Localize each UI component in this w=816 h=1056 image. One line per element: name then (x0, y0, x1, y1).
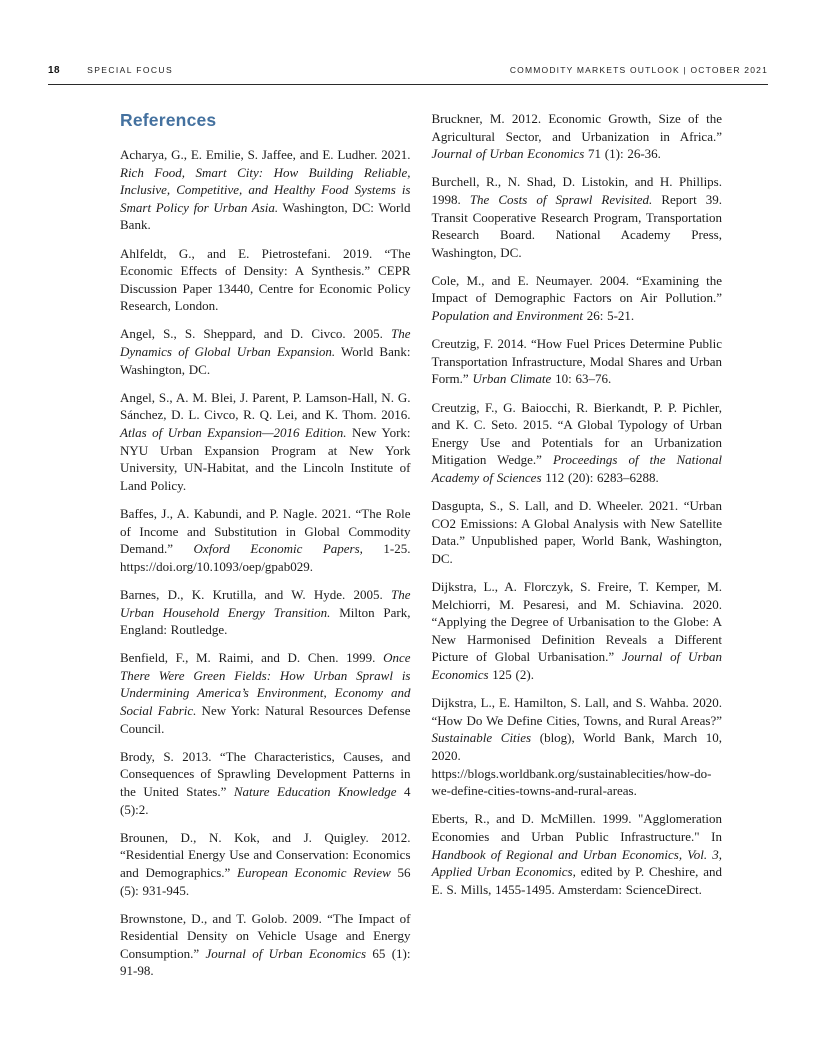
reference-text: New York: NYU Urban Expansion Program at New York University, UN-Habitat, and the Lincoln Institute of Land Policy. (120, 425, 411, 493)
page-header (48, 0, 768, 85)
reference-text: Brounen, D., N. Kok, and J. Quigley. 2012. “Residential Energy Use and Conservation: Economics and Demographics.” (120, 829, 411, 880)
reference-text: Acharya, G., E. Emilie, S. Jaffee, and E. Ludher. 2021. (120, 147, 411, 162)
reference-title-italic: Population and Environment (431, 308, 583, 324)
reference-text: Report 39. Transit Cooperative Research Program, Transportation Research Board. National Academy Press, Washington, DC. (431, 191, 723, 260)
reference-entry (120, 245, 411, 315)
reference-text: Brownstone, D., and T. Golob. 2009. “The Impact of Residential Density on Vehicle Usage and Energy Consumption.” (120, 910, 411, 961)
reference-title-italic: Atlas of Urban Expansion—2016 Edition. (120, 425, 347, 441)
reference-text: Barnes, D., K. Krutilla, and W. Hyde. 2005. (120, 586, 391, 602)
reference-text: Bruckner, M. 2012. Economic Growth, Size of the Agricultural Sector, and Urbanization in Africa.” (431, 111, 722, 144)
reference-entry (120, 649, 411, 737)
reference-title-italic: Journal of Urban Economics (431, 649, 722, 683)
reference-text: Angel, S., A. M. Blei, J. Parent, P. Lamson-Hall, N. G. Sánchez, D. L. Civco, R. Q. Lei, and K. Thom. 2016. (120, 389, 411, 423)
header-left (48, 65, 173, 76)
reference-entry (120, 389, 411, 495)
reference-text: 71 (1): 26-36. (584, 146, 661, 162)
reference-text: Baffes, J., A. Kabundi, and P. Nagle. 2021. “The Role of Income and Substitution in Global Commodity Demand.” (120, 505, 411, 557)
reference-text: Angel, S., S. Sheppard, and D. Civco. 2005. (120, 326, 391, 342)
reference-title-italic: Journal of Urban Economics (205, 945, 367, 961)
report-title: COMMODITY MARKETS OUTLOOK | OCTOBER 2021 (509, 65, 768, 75)
reference-text: Burchell, R., N. Shad, D. Listokin, and H. Phillips. 1998. (431, 174, 722, 207)
reference-title-italic: Once There Were Green Fields: How Urban Sprawl is Undermining America’s Environment, Economy and Social Fabric. (120, 650, 411, 719)
reference-title-italic: The Urban Household Energy Transition. (120, 586, 411, 620)
reference-text: (blog), World Bank, March 10, 2020. https://blogs.worldbank.org/sustainablecities/how-do-we-define-cities-towns-and-rural-areas. (431, 730, 723, 799)
reference-text: Eberts, R., and D. McMillen. 1999. "Agglomeration Economies and Urban Public Infrastructure." In (431, 811, 722, 844)
reference-text: 65 (1): 91-98. (120, 945, 411, 979)
reference-title-italic: Nature Education Knowledge (233, 784, 397, 799)
reference-text: Milton Park, England: Routledge. (120, 604, 411, 638)
references-list-left (120, 146, 411, 980)
reference-text: Creutzig, F., G. Baiocchi, R. Bierkandt, P. P. Pichler, and K. C. Seto. 2015. “A Global Typology of Urban Energy Use and Potentials for an Urbanization Mitigation Wedge.” (431, 399, 722, 468)
reference-entry (120, 146, 411, 234)
right-column (432, 110, 723, 991)
reference-title-italic: European Economic Review (237, 864, 391, 880)
reference-text: Ahlfeldt, G., and E. Pietrostefani. 2019. “The Economic Effects of Density: A Synthesis.” CEPR Discussion Paper 13440, Centre for Economic Policy Research, London. (120, 245, 411, 314)
references-columns (120, 110, 722, 991)
reference-text: 10: 63–76. (551, 371, 612, 387)
reference-text: edited by P. Cheshire, and E. S. Mills, 1455-1495. Amsterdam: ScienceDirect. (431, 864, 722, 897)
reference-title-italic: Oxford Economic Papers, (193, 541, 363, 557)
header-right (510, 60, 768, 78)
reference-text: 112 (20): 6283–6288. (541, 469, 659, 485)
left-column (120, 110, 411, 991)
section-label: SPECIAL FOCUS (87, 65, 174, 75)
reference-title-italic: Proceedings of the National Academy of Sciences (431, 452, 722, 485)
reference-entry (120, 325, 411, 378)
references-title: References (120, 110, 217, 130)
reference-text: New York: Natural Resources Defense Council. (120, 703, 411, 736)
reference-entry (432, 578, 723, 684)
reference-entry (120, 829, 411, 899)
reference-text: Dasgupta, S., S. Lall, and D. Wheeler. 2021. “Urban CO2 Emissions: A Global Analysis with New Satellite Data.” Unpublished paper, World Bank, Washington, DC. (431, 498, 722, 566)
reference-entry (432, 272, 723, 325)
reference-title-italic: The Dynamics of Global Urban Expansion. (120, 326, 411, 360)
reference-text: 1-25. https://doi.org/10.1093/oep/gpab029. (120, 541, 411, 574)
reference-text: 26: 5-21. (582, 308, 635, 324)
reference-title-italic: Handbook of Regional and Urban Economics, Vol. 3, Applied Urban Economics, (431, 846, 722, 880)
reference-entry (432, 399, 723, 487)
reference-text: 56 (5): 931-945. (120, 864, 411, 898)
reference-entry (120, 910, 411, 980)
reference-text: Dijkstra, L., A. Florczyk, S. Freire, T. Kemper, M. Melchiorri, M. Pesaresi, and M. Schiavina. 2020. “Applying the Degree of Urbanisation to the Globe: A New Harmonised Definition Reveals a Different Picture of Global Urbanisation.” (431, 579, 722, 665)
reference-entry (432, 694, 723, 800)
reference-title-italic: Urban Climate (472, 371, 552, 387)
reference-text: Washington, DC: World Bank. (120, 199, 411, 233)
page-number: 18 (48, 65, 61, 76)
reference-entry (432, 173, 723, 261)
references-list-right (432, 110, 723, 898)
reference-text: 125 (2). (488, 667, 534, 683)
reference-title-italic: The Costs of Sprawl Revisited. (469, 191, 653, 207)
reference-text: Creutzig, F. 2014. “How Fuel Prices Determine Public Transportation Infrastructure, Modal Shares and Urban Form.” (431, 336, 722, 387)
reference-entry (120, 586, 411, 639)
reference-entry (432, 335, 723, 388)
reference-text: World Bank: Washington, DC. (120, 344, 411, 377)
reference-text: 4 (5):2. (120, 784, 411, 817)
reference-title-italic: Sustainable Cities (431, 730, 532, 746)
reference-text: Benfield, F., M. Raimi, and D. Chen. 1999. (120, 650, 384, 666)
reference-entry (432, 497, 723, 567)
reference-entry (432, 810, 723, 898)
reference-title-italic: Rich Food, Smart City: How Building Reliable, Inclusive, Competitive, and Healthy Food Systems is Smart Policy for Urban Asia. (120, 164, 411, 215)
reference-text: Brody, S. 2013. “The Characteristics, Causes, and Consequences of Sprawling Development Patterns in the United States.” (120, 748, 411, 799)
reference-title-italic: Journal of Urban Economics (431, 146, 585, 162)
reference-entry (432, 110, 723, 163)
reference-text: Dijkstra, L., E. Hamilton, S. Lall, and S. Wahba. 2020. “How Do We Define Cities, Towns, and Rural Areas?” (431, 695, 722, 728)
reference-entry (120, 505, 411, 575)
reference-entry (120, 748, 411, 818)
reference-text: Cole, M., and E. Neumayer. 2004. “Examining the Impact of Demographic Factors on Air Pollution.” (431, 272, 722, 306)
